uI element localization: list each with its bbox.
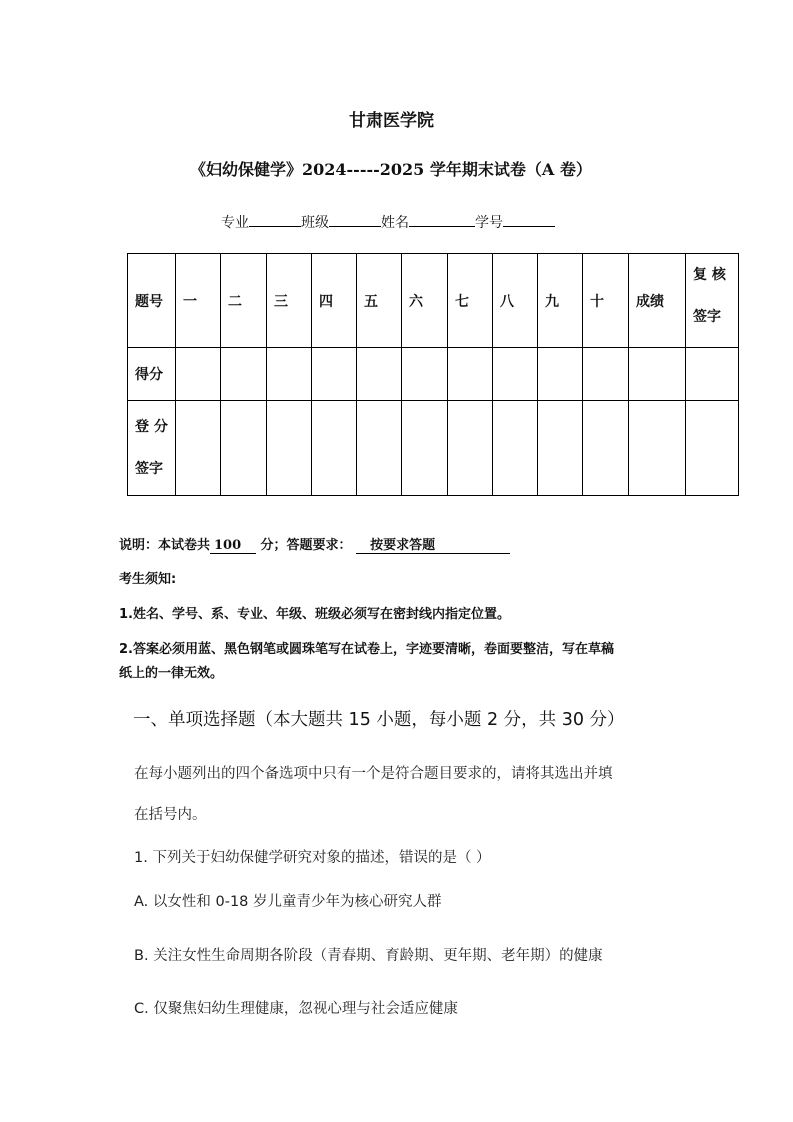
student-id-field[interactable] [503, 212, 555, 227]
score-cell[interactable] [583, 348, 629, 401]
school-name: 甘肃医学院 [349, 111, 434, 131]
question-1-stem: 1. 下列关于妇幼保健学研究对象的描述，错误的是（ ） [134, 850, 491, 866]
major-field[interactable] [249, 212, 301, 227]
score-cell[interactable] [629, 348, 686, 401]
score-row [128, 348, 739, 401]
class-label: 班级 [301, 215, 329, 231]
student-id-label: 学号 [475, 215, 503, 231]
signer-label-line1: 登 分 [135, 419, 168, 435]
notice-1: 1.姓名、学号、系、专业、年级、班级必须写在密封线内指定位置。 [119, 607, 510, 622]
signer-cell[interactable] [176, 401, 221, 496]
question-1-option-a: A. 以女性和 0-18 岁儿童青少年为核心研究人群 [134, 894, 442, 910]
notice-title: 考生须知: [119, 572, 177, 587]
col-7: 七 [448, 254, 493, 348]
score-cell[interactable] [448, 348, 493, 401]
section-1-desc-line2: 在括号内。 [134, 807, 207, 823]
score-cell[interactable] [357, 348, 402, 401]
signer-cell[interactable] [402, 401, 448, 496]
signer-cell[interactable] [448, 401, 493, 496]
score-row-label: 得分 [128, 348, 176, 401]
signer-cell[interactable] [357, 401, 402, 496]
question-number-row [128, 254, 739, 348]
col-4: 四 [312, 254, 357, 348]
signer-cell[interactable] [538, 401, 583, 496]
student-info-fields [221, 212, 555, 232]
signer-label-line2: 签字 [135, 461, 163, 477]
major-label: 专业 [221, 215, 249, 231]
score-cell[interactable] [493, 348, 538, 401]
col-review-sign [686, 254, 739, 348]
signer-cell[interactable] [583, 401, 629, 496]
score-cell[interactable] [267, 348, 312, 401]
question-number-label: 题号 [128, 254, 176, 348]
col-10: 十 [583, 254, 629, 348]
col-2: 二 [221, 254, 267, 348]
question-1-option-c: C. 仅聚焦妇幼生理健康，忽视心理与社会适应健康 [134, 1001, 458, 1017]
col-6: 六 [402, 254, 448, 348]
exam-description [119, 534, 510, 554]
question-1-option-b: B. 关注女性生命周期各阶段（青春期、育龄期、更年期、老年期）的健康 [134, 948, 603, 964]
signer-cell[interactable] [686, 401, 739, 496]
score-cell[interactable] [402, 348, 448, 401]
exam-title: 《妇幼保健学》2024-----2025 学年期末试卷（A 卷） [190, 160, 592, 179]
notice-2-line2: 纸上的一律无效。 [119, 666, 224, 681]
name-label: 姓名 [381, 215, 409, 231]
signer-cell[interactable] [312, 401, 357, 496]
answer-requirement: 按要求答题 [356, 534, 510, 554]
score-cell[interactable] [221, 348, 267, 401]
review-sign-line1: 复 核 [693, 267, 726, 283]
score-cell[interactable] [538, 348, 583, 401]
signer-row-label [128, 401, 176, 496]
col-8: 八 [493, 254, 538, 348]
score-table [127, 253, 739, 496]
col-total: 成绩 [629, 254, 686, 348]
signer-cell[interactable] [629, 401, 686, 496]
description-prefix: 说明：本试卷共 [119, 538, 211, 553]
signer-cell[interactable] [493, 401, 538, 496]
name-field[interactable] [409, 212, 475, 227]
total-score: 100 [210, 538, 256, 554]
col-5: 五 [357, 254, 402, 348]
col-9: 九 [538, 254, 583, 348]
section-1-title: 一、单项选择题（本大题共 15 小题，每小题 2 分，共 30 分） [133, 710, 625, 730]
signer-cell[interactable] [221, 401, 267, 496]
section-1-desc-line1: 在每小题列出的四个备选项中只有一个是符合题目要求的，请将其选出并填 [134, 766, 613, 782]
score-cell[interactable] [686, 348, 739, 401]
signer-cell[interactable] [267, 401, 312, 496]
class-field[interactable] [329, 212, 381, 227]
score-cell[interactable] [176, 348, 221, 401]
col-1: 一 [176, 254, 221, 348]
notice-2-line1: 2.答案必须用蓝、黑色钢笔或圆珠笔写在试卷上，字迹要清晰，卷面要整洁，写在草稿 [119, 642, 614, 657]
signer-row [128, 401, 739, 496]
answer-requirement-label: 分；答题要求： [260, 538, 352, 553]
col-3: 三 [267, 254, 312, 348]
review-sign-line2: 签字 [693, 309, 721, 325]
score-cell[interactable] [312, 348, 357, 401]
